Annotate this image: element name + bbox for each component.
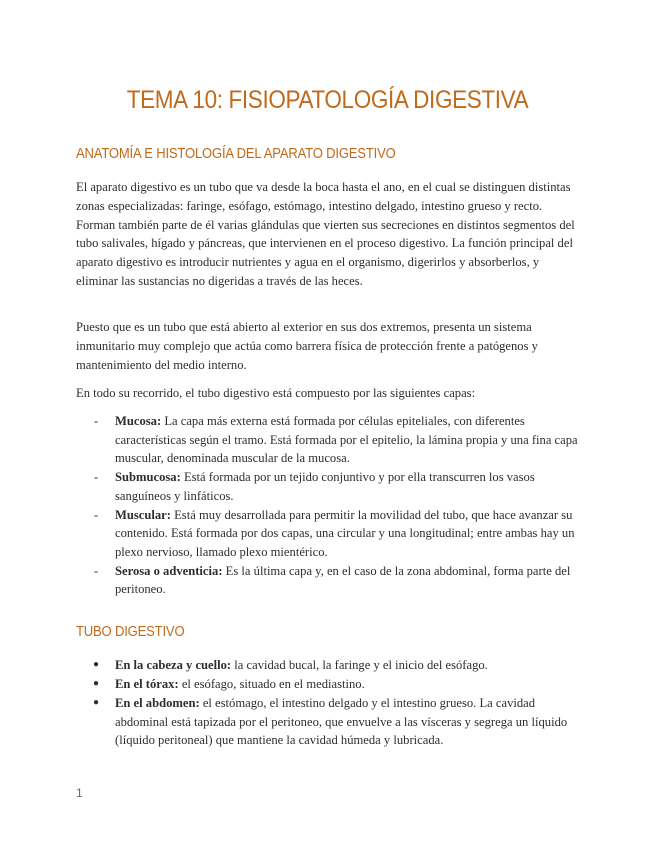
list-item (76, 694, 581, 750)
document-title: TEMA 10: FISIOPATOLOGÍA DIGESTIVA (126, 86, 529, 114)
paragraph-capas-intro: En todo su recorrido, el tubo digestivo está compuesto por las siguientes capas: (76, 386, 476, 400)
list-item (76, 675, 581, 694)
list-item-text: La capa más externa está formada por células epiteliales, con diferentes características según el tramo. Está formada por el epitelio, la lámina propia y una fina capa muscular, denominada muscular de la mucosa. (115, 414, 578, 465)
paragraph-inmunidad: Puesto que es un tubo que está abierto al exterior en sus dos extremos, presenta un sistema inmunitario muy complejo que actúa como barrera física de protección frente a patógenos y mantenimiento del medio interno. (76, 320, 538, 372)
list-item-term: Submucosa: (115, 470, 181, 484)
list-item (76, 468, 581, 505)
list-item-term: Mucosa: (115, 414, 162, 428)
list-item-text: el estómago, el intestino delgado y el intestino grueso. La cavidad abdominal está tapizada por el peritoneo, que envuelve a las vísceras y segrega un líquido (líquido peritoneal) que mantiene la cavidad húmeda y lubricada. (115, 696, 568, 747)
list-item-term: En la cabeza y cuello: (115, 658, 232, 672)
list-item-text: Es la última capa y, en el caso de la zona abdominal, forma parte del peritoneo. (115, 563, 571, 596)
dash-bullet: - (94, 563, 99, 578)
list-item (76, 562, 581, 599)
list-item-text: Está formada por un tejido conjuntivo y por ella transcurren los vasos sanguíneos y linfáticos. (115, 470, 535, 503)
list-item-term: Muscular: (115, 507, 171, 522)
list-item-text: el esófago, situado en el mediastino. (178, 677, 365, 691)
list-item-term: En el abdomen: (115, 696, 200, 710)
list-item (76, 412, 581, 468)
layers-list (76, 412, 581, 599)
dash-bullet: - (94, 470, 99, 484)
list-item-text: la cavidad bucal, la faringe y el inicio del esófago. (231, 658, 488, 672)
list-item-text: Está muy desarrollada para permitir la movilidad del tubo, que hace avanzar su contenido. Está formada por dos capas, una circular y una longitudinal; entre ambas hay un plexo nervioso, llamado plexo mientérico. (115, 507, 575, 559)
section-heading-tubo-digestivo: TUBO DIGESTIVO (76, 624, 185, 640)
dash-bullet: - (94, 507, 99, 522)
list-item-term: Serosa o adventicia: (115, 563, 223, 578)
regions-list (76, 656, 581, 750)
bullet-icon: ● (93, 697, 100, 708)
dash-bullet: - (94, 414, 99, 428)
bullet-icon: ● (93, 678, 100, 689)
list-item-term: En el tórax: (115, 677, 179, 691)
list-item (76, 656, 581, 675)
bullet-icon: ● (93, 659, 100, 670)
page-number: 1 (76, 786, 83, 800)
section-heading-anatomia: ANATOMÍA E HISTOLOGÍA DEL APARATO DIGESTIVO (76, 146, 396, 162)
list-item (76, 506, 581, 562)
paragraph-intro: El aparato digestivo es un tubo que va desde la boca hasta el ano, en el cual se distinguen distintas zonas especializadas: faringe, esófago, estómago, intestino delgado, intestino grueso y recto. Forman también parte de él varias glándulas que vierten sus secreciones en distintos segmentos del tubo salivales, hígado y páncreas, que intervienen en el proceso digestivo. La función principal del aparato digestivo es introducir nutrientes y agua en el organismo, digerirlos y absorberlos, y eliminar las sustancias no digeridas a través de las heces. (76, 180, 575, 288)
